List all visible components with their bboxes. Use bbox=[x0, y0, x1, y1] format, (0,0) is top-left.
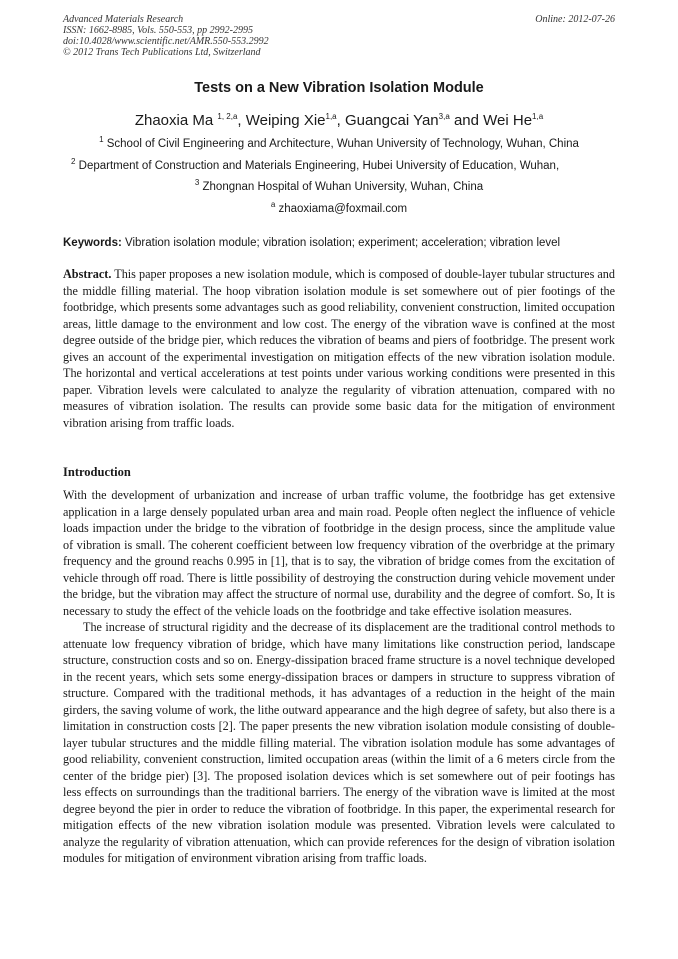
affiliation-marker: 3 bbox=[194, 178, 200, 188]
journal-name: Advanced Materials Research bbox=[63, 14, 184, 25]
abstract-label: Abstract. bbox=[63, 267, 112, 281]
author-affiliation-marker: 3,a bbox=[438, 112, 450, 121]
author-name: Zhaoxia Ma bbox=[134, 112, 218, 129]
affiliation-2 bbox=[71, 157, 631, 172]
introduction-paragraph-1: With the development of urbanization and increase of urban traffic volume, the footbridge has get extensive application in a large densely populated urban area and main road. People often neglect the influence of vehicle loads impaction under the bridge to the vibration of footbridge in the design process, since the amplitude value of vibration is small. The coherent coefficient between low frequency vibration of the overbridge at the primary frequency and the ground reachs 0.995 in [1], that is to say, the vibration of bridge comes from the excitation of vehicle through off road. There is little possibility of destroying the construction during vehicle movement under the bridge, but the vibration may affect the structure of normal use, durability and the degree of comfort. So, It is necessary to study the effect of the vehicle loads on the footbridge and take effective isolation measures. bbox=[63, 488, 615, 618]
email-text: zhaoxiama@foxmail.com bbox=[275, 203, 408, 215]
abstract-text: This paper proposes a new isolation module, which is composed of double-layer tubular structures and the middle filling material. The hoop vibration isolation module is set somewhere out of pier footings of the footbridge, which presents some advantages such as good reliability, convenient construction, limited occupation areas, little damage to the environment and low cost. The energy of the vibration wave is confined at the most degree outside of the bridge pier, which reduces the vibration of beams and piers of footbridge. The present work gives an account of the experimental investigation on mitigation effects of the new vibration isolation module. The horizontal and vertical accelerations at test points under various working conditions were presented in this paper. Vibration levels were calculated to analyze the regularity of vibration attenuation, compared with no measures of vibration isolation. The results can provide some basic data for the mitigation of environment vibration arising from traffic loads. bbox=[63, 267, 615, 430]
keywords-label: Keywords: bbox=[63, 237, 122, 249]
author-name: , Guangcai Yan bbox=[336, 112, 439, 129]
email-marker: a bbox=[270, 200, 276, 210]
author-list bbox=[0, 112, 678, 129]
publication-metadata bbox=[63, 14, 615, 58]
introduction-paragraph-2: The increase of structural rigidity and the decrease of its displacement are the traditional control methods to attenuate low frequency vibration of bridge, which have many limitations like construction period, landscape structure, construction costs and so on. Energy-dissipation braced frame structure is a novel technique developed in the recent years, which sets some energy-dissipation braces or dampers in structure to suppress vibration of structure. Compared with the traditional methods, it has advantages of a reduction in the height of the main girders, the saving volume of work, the lithe outward appearance and the high degree of safety, but also there is a limitation in construction costs [2]. The paper presents the new vibration isolation module consisting of double-layer tubular structures and the middle filling material. The vibration isolation module has some advantages of good reliability, convenient construction, limited occupation areas (within the limit of a 6 meters circle from the center of the bridge pier) [3]. The proposed isolation devices which is set somewhere out of peir footings has less effects on surroundings than the traditional barriers. The energy of the vibration wave is limited at the most degree beyond the pier in order to reduce the vibration of footbridge. In this paper, the experimental research for mitigation effects of the new vibration isolation module was presented. Vibration levels were calculated to analyze the regularity of vibration attenuation, which can provide references for the design of vibration isolation modules for mitigation of environment vibration arising from traffic loads. bbox=[63, 620, 615, 865]
issn-line: ISSN: 1662-8985, Vols. 550-553, pp 2992-2995 bbox=[63, 25, 253, 36]
author-affiliation-marker: 1,a bbox=[325, 112, 337, 121]
introduction-body bbox=[63, 487, 615, 867]
copyright-line: © 2012 Trans Tech Publications Ltd, Switzerland bbox=[63, 47, 261, 58]
affiliation-marker: 1 bbox=[99, 135, 104, 145]
affiliation-text: School of Civil Engineering and Architecture, Wuhan University of Technology, Wuhan, China bbox=[103, 138, 579, 150]
introduction-heading: Introduction bbox=[63, 465, 131, 479]
affiliation-text: Zhongnan Hospital of Wuhan University, Wuhan, China bbox=[199, 181, 484, 193]
paper-title: Tests on a New Vibration Isolation Module bbox=[194, 80, 484, 96]
affiliation-marker: 2 bbox=[71, 157, 76, 167]
keywords-section bbox=[63, 237, 623, 249]
online-date: Online: 2012-07-26 bbox=[535, 14, 615, 25]
affiliation-text: Department of Construction and Materials Engineering, Hubei University of Education, Wuhan, bbox=[75, 160, 560, 172]
abstract-paragraph bbox=[63, 266, 615, 431]
keywords-text: Vibration isolation module; vibration isolation; experiment; acceleration; vibration level bbox=[121, 237, 561, 249]
affiliation-1 bbox=[0, 135, 678, 150]
author-email bbox=[0, 200, 678, 215]
author-name: and Wei He bbox=[449, 112, 533, 129]
affiliation-3 bbox=[0, 178, 678, 193]
author-affiliation-marker: 1,a bbox=[532, 112, 544, 121]
doi-line: doi:10.4028/www.scientific.net/AMR.550-553.2992 bbox=[63, 36, 269, 47]
author-affiliation-marker: 1, 2,a bbox=[217, 112, 238, 121]
author-name: , Weiping Xie bbox=[237, 112, 326, 129]
